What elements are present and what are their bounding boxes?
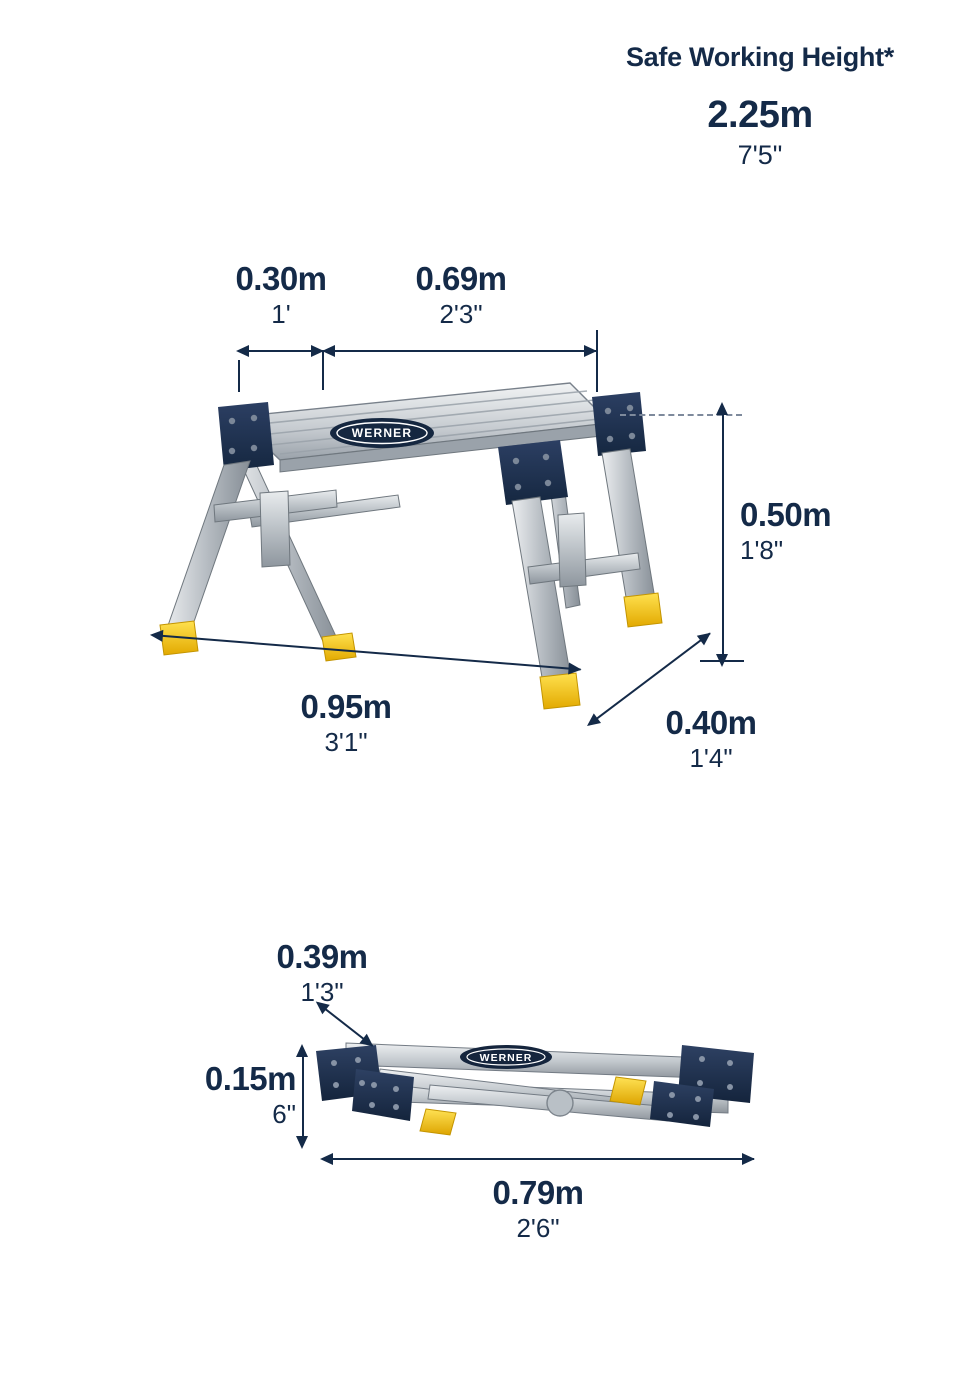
open-platform-illustration [140, 355, 760, 855]
dim-label-folded-length-metric: 0.79m [492, 1174, 584, 1211]
dim-line-0-50m [722, 412, 724, 660]
arrow-left-0-79m [320, 1153, 333, 1165]
dim-label-folded-length-imperial: 2'6" [516, 1213, 560, 1243]
dim-line-0-69m [324, 350, 596, 352]
ext-tick-bottom-right [700, 660, 744, 662]
safe-working-height-title: Safe Working Height* [625, 42, 895, 72]
svg-text:WERNER: WERNER [351, 426, 413, 440]
dim-label-platform-length-imperial: 2'3" [439, 299, 483, 329]
arrow-right-0-79m [742, 1153, 755, 1165]
dim-label-base-depth-metric: 0.40m [665, 704, 757, 741]
dim-line-0-15m [302, 1052, 304, 1142]
arrow-left-0-30m [236, 345, 249, 357]
dim-label-platform-step-width-imperial: 1' [271, 299, 291, 329]
dim-label-folded-height-imperial: 6" [272, 1099, 296, 1129]
arrow-right-0-69m [584, 345, 597, 357]
folded-platform-illustration [310, 1025, 780, 1155]
dim-label-folded-depth-metric: 0.39m [276, 938, 368, 975]
dim-label-platform-height-metric: 0.50m [740, 496, 832, 533]
arrow-left-0-69m [322, 345, 335, 357]
dim-label-folded-height-metric: 0.15m [204, 1060, 296, 1097]
brand-badge [330, 418, 434, 448]
dim-label-folded-depth-imperial: 1'3" [300, 977, 344, 1007]
ext-tick-left [238, 360, 240, 392]
arrow-up-0-15m [296, 1044, 308, 1057]
safe-working-height-imperial: 7'5" [737, 140, 783, 170]
svg-text:WERNER: WERNER [479, 1052, 533, 1064]
dim-label-base-depth-imperial: 1'4" [689, 743, 733, 773]
dim-line-0-79m [322, 1158, 754, 1160]
dim-label-platform-step-width-metric: 0.30m [235, 260, 327, 297]
dim-label-overall-base-length-imperial: 3'1" [324, 727, 368, 757]
arrow-up-0-50m [716, 402, 728, 415]
brand-badge-folded [460, 1045, 552, 1069]
arrow-down-0-15m [296, 1136, 308, 1149]
ext-tick-right [596, 330, 598, 392]
dim-label-platform-height-imperial: 1'8" [740, 535, 784, 565]
ext-tick-mid [322, 352, 324, 390]
dim-label-overall-base-length-metric: 0.95m [300, 688, 392, 725]
safe-working-height-metric: 2.25m [707, 94, 813, 136]
dim-label-platform-length-metric: 0.69m [415, 260, 507, 297]
